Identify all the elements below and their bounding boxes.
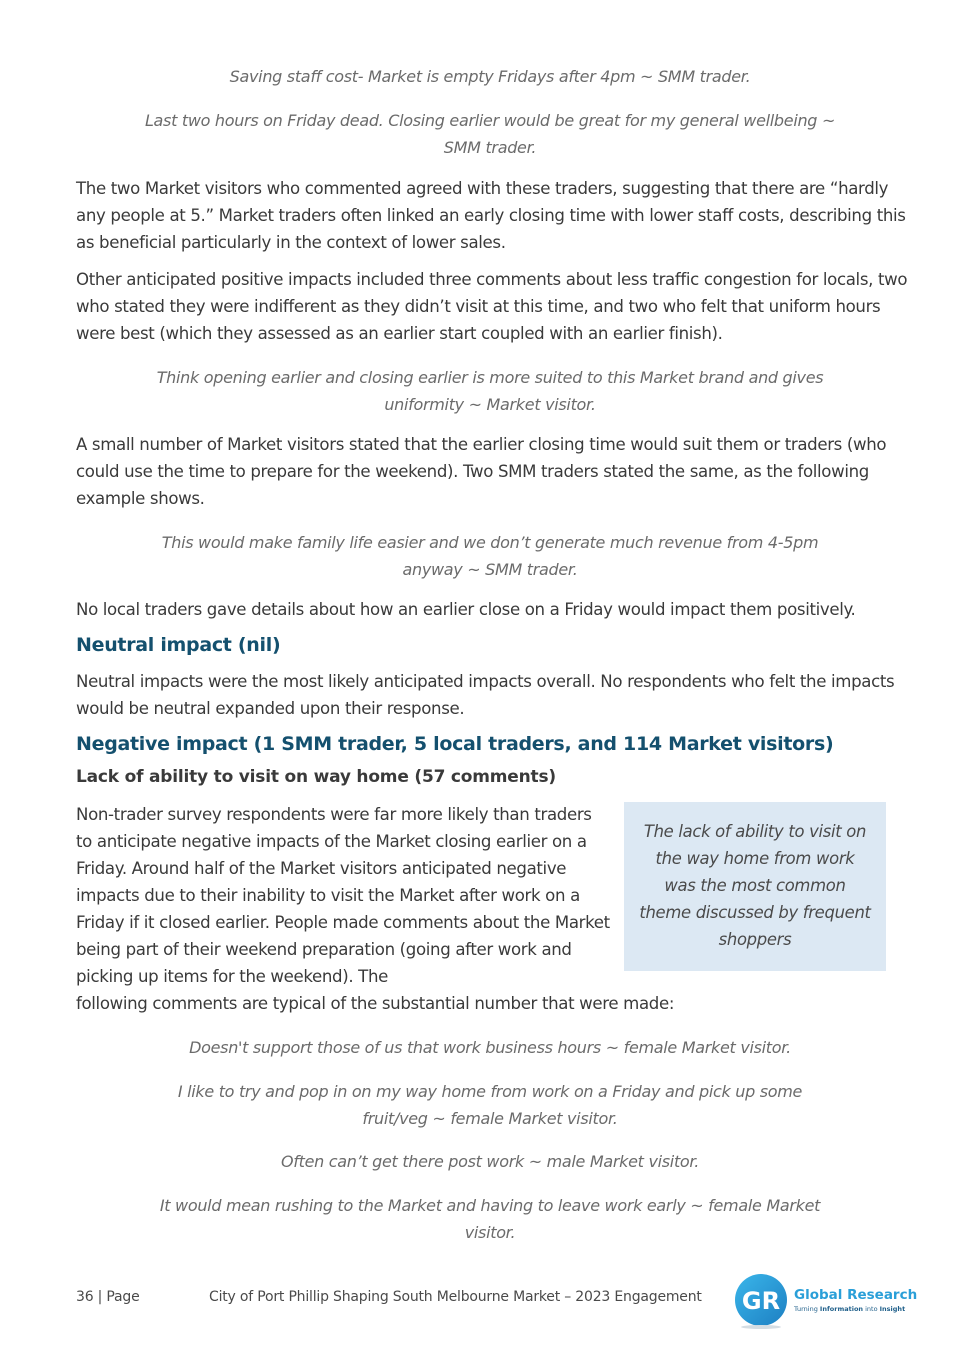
quote-line: Last two hours on Friday dead. Closing earlier would be great for my general wellbeing ~ (144, 111, 836, 130)
quote-friday-dead (140, 107, 840, 161)
logo-mark-letters: GR (741, 1287, 781, 1315)
quote-pop-in (140, 1078, 840, 1132)
quote-uniformity (140, 364, 840, 418)
quote-line: Think opening earlier and closing earlier is more suited to this Market brand and gives (156, 368, 824, 387)
global-research-logo (734, 1273, 918, 1329)
quote-line: This would make family life easier and we don’t generate much revenue from 4-5pm (161, 533, 819, 552)
paragraph-non-trader-respondents: Non-trader survey respondents were far more likely than traders to anticipate negative impacts of the Market closing earlier on a Friday. Around half of the Market visitors anticipated negative impacts due to their inability to visit the Market after work on a Friday if it closed earlier. People made comments about the Market being part of their weekend preparation (going after work and picking up items for the weekend). The (76, 805, 610, 986)
quote-line: fruit/veg ~ female Market visitor. (362, 1109, 618, 1128)
paragraph-neutral-impacts: Neutral impacts were the most likely anticipated impacts overall. No respondents who felt the impacts would be neutral expanded upon their response. (76, 672, 895, 718)
subheading-lack-of-ability: Lack of ability to visit on way home (57 comments) (76, 767, 556, 787)
quote-line: uniformity ~ Market visitor. (384, 395, 596, 414)
paragraph-small-number: A small number of Market visitors stated that the earlier closing time would suit them or traders (who could use the time to prepare for the weekend). Two SMM traders stated the same, as the following example shows. (76, 435, 887, 508)
footer-document-title: City of Port Phillip Shaping South Melbourne Market – 2023 Engagement (209, 1289, 702, 1305)
paragraph-visitors-agreed: The two Market visitors who commented agreed with these traders, suggesting that there are “hardly any people at 5.” Market traders often linked an early closing time with lower staff costs, describing this as beneficial particularly in the context of lower sales. (76, 179, 906, 252)
quote-rushing (140, 1192, 840, 1246)
quote-line: SMM trader. (443, 138, 537, 157)
quote-line: I like to try and pop in on my way home from work on a Friday and pick up some (177, 1082, 803, 1101)
quote-family-life (140, 529, 840, 583)
footer-page-number: 36 | Page (76, 1289, 140, 1305)
quote-line: It would mean rushing to the Market and having to leave work early ~ female Market (159, 1196, 821, 1215)
paragraph-other-positive-impacts: Other anticipated positive impacts included three comments about less traffic congestion for locals, two who stated they were indifferent as they didn’t visit at this time, and two who felt that uniform hours were best (which they assessed as an earlier start coupled with an earlier finish). (76, 270, 908, 343)
logo-mark-icon (734, 1273, 790, 1329)
paragraph-no-local-traders: No local traders gave details about how an earlier close on a Friday would impact them positively. (76, 600, 856, 619)
quote-post-work: Often can’t get there post work ~ male Market visitor. (281, 1152, 699, 1171)
quote-line: visitor. (464, 1223, 516, 1242)
quote-business-hours: Doesn't support those of us that work business hours ~ female Market visitor. (189, 1038, 791, 1057)
heading-negative-impact: Negative impact (1 SMM trader, 5 local traders, and 114 Market visitors) (76, 733, 834, 755)
paragraph-typical-comments: following comments are typical of the substantial number that were made: (76, 994, 675, 1013)
quote-staff-cost: Saving staff cost- Market is empty Fridays after 4pm ~ SMM trader. (229, 67, 751, 86)
logo-tagline: Turning Information into Insight (794, 1305, 906, 1313)
logo-name: Global Research (794, 1287, 918, 1303)
heading-neutral-impact: Neutral impact (nil) (76, 634, 281, 656)
quote-line: anyway ~ SMM trader. (402, 560, 578, 579)
callout-box: The lack of ability to visit on the way home from work was the most common theme discussed by frequent shoppers (624, 802, 886, 971)
